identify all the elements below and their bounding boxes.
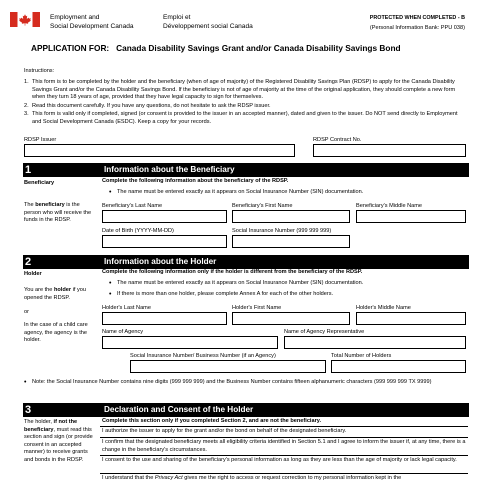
side-text-bold: holder [53, 287, 72, 293]
holder-sin-bn-field[interactable] [130, 360, 326, 373]
beneficiary-sin-field[interactable] [232, 235, 350, 248]
beneficiary-middle-name-field[interactable] [356, 210, 466, 223]
section-1-number: 1 [23, 163, 101, 177]
protected-label: PROTECTED WHEN COMPLETED - B [369, 15, 465, 21]
beneficiary-sin-label: Social Insurance Number (999 999 999) [232, 228, 332, 234]
side-text-bold: beneficiary [35, 202, 65, 208]
holder-sin-bn-label: Social Insurance Number/ Business Number (if an Agency) [130, 353, 276, 359]
instruction-number: 2. [24, 102, 29, 109]
side-text-bold: if not the beneficiary [24, 419, 78, 433]
agency-name-field[interactable] [102, 336, 278, 349]
instruction-item [24, 103, 464, 111]
department-fr-line1: Emploi et [163, 14, 191, 21]
divider [100, 437, 468, 438]
canada-flag-icon [10, 12, 40, 27]
section-1-title: Information about the Beneficiary [104, 165, 235, 174]
beneficiary-dob-label: Date of Birth (YYYY-MM-DD) [102, 228, 174, 234]
beneficiary-middle-name-label: Beneficiary's Middle Name [356, 203, 423, 209]
department-name-en [50, 13, 134, 31]
section-2-side-title: Holder [24, 271, 42, 277]
agency-name-label: Name of Agency [102, 329, 144, 335]
section-2-title: Information about the Holder [104, 257, 217, 266]
section-3-header [23, 403, 469, 417]
beneficiary-dob-field[interactable] [102, 235, 227, 248]
section-2-bullet-2: • If there is more than one holder, please complete Annex A for each of the other holders. [117, 291, 333, 299]
section-2-side-text1 [24, 287, 96, 302]
p4-post: gives me the right to access or request correction to my personal information kept in the [182, 475, 402, 481]
divider [100, 426, 468, 427]
section-3-number: 3 [23, 403, 101, 417]
agency-rep-label: Name of Agency Representative [284, 329, 365, 335]
section-1-side-title: Beneficiary [24, 180, 55, 186]
holder-last-name-label: Holder's Last Name [102, 305, 151, 311]
holder-last-name-field[interactable] [102, 312, 227, 325]
instruction-text: This form is to be completed by the holder and the beneficiary (when of age of majority) of the Registered Disability Savings Plan (RDSP) to apply for the Canada Disability Savings Grant and/or the Canada Disability Savings Bond. If the beneficiary is not of age of majority at the time of the original application, they should complete a new form when they turn 18 years of age, provided that they have legal capacity to sign for themselves. [32, 79, 456, 100]
application-title [31, 43, 401, 53]
instruction-text: Read this document carefully. If you have any questions, do not hesitate to ask the RDSP issuer. [32, 102, 271, 109]
rdsp-contract-label: RDSP Contract No. [313, 137, 362, 143]
section-3-p3: I consent to the use and sharing of the beneficiary's personal information as long as they are less than the age of majority or lack legal capacity. [102, 457, 457, 463]
instruction-item [24, 111, 464, 126]
side-text-pre: The holder, [24, 419, 54, 425]
beneficiary-first-name-label: Beneficiary's First Name [232, 203, 293, 209]
section-3-p2: I confirm that the designated beneficiary meets all eligibility criteria identified in Section 5.1 and I agree to inform the issuer if, at any time, there is a change in the beneficiary's circumstances. [102, 439, 466, 453]
side-text-post: if you opened the RDSP. [24, 287, 86, 301]
section-3-p1: I authorize the issuer to apply for the grant and/or the bond on behalf of the designated beneficiary. [102, 428, 347, 434]
application-program: Canada Disability Savings Grant and/or Canada Disability Savings Bond [116, 43, 401, 53]
department-name-fr [163, 13, 253, 31]
section-3-lead: Complete this section only if you completed Section 2, and are not the beneficiary. [102, 418, 322, 424]
info-bank-label: (Personal Information Bank: PPU 038) [369, 25, 465, 31]
divider [100, 473, 468, 474]
instruction-number: 3. [24, 111, 29, 117]
total-holders-label: Total Number of Holders [331, 353, 392, 359]
beneficiary-last-name-label: Beneficiary's Last Name [102, 203, 163, 209]
instructions-heading: Instructions: [24, 68, 55, 74]
side-text-post: , must read this section and sign (or provide consent in an accepted manner) to receive grants and bonds in the RDSP. [24, 426, 93, 463]
beneficiary-first-name-field[interactable] [232, 210, 350, 223]
section-2-lead: Complete the following information only if the holder is different from the beneficiary of the RDSP. [102, 269, 363, 275]
application-prefix: APPLICATION FOR: [31, 43, 110, 53]
section-2-header [23, 255, 469, 269]
side-text-post: is the person who will receive the funds in the RDSP. [24, 202, 92, 223]
instruction-text: This form is valid only if completed, signed (or consent is provided to the issuer in an accepted manner), dated and given to the issuer. Do NOT send directly to Employment and Social Development Canada (ESDC). Keep a copy for your records. [32, 111, 458, 125]
section-3-p4 [102, 475, 468, 483]
agency-rep-field[interactable] [284, 336, 466, 349]
holder-first-name-field[interactable] [232, 312, 350, 325]
section-1-lead: Complete the following information about the beneficiary of the RDSP. [102, 178, 289, 184]
instruction-number: 1. [24, 79, 29, 85]
section-2-note: • Note: the Social Insurance Number contains nine digits (999 999 999) and the Business Number contains fifteen alphanumeric characters (999 999 999 TX 9999) [32, 379, 462, 387]
section-3-side-text [24, 419, 96, 464]
section-2-side-or: or [24, 309, 29, 315]
p4-pre: I understand that the [102, 475, 155, 481]
p4-italic: Privacy Act [154, 475, 183, 481]
department-en-line2: Social Development Canada [50, 23, 134, 30]
holder-middle-name-label: Holder's Middle Name [356, 305, 411, 311]
section-1-bullet: • The name must be entered exactly as it appears on Social Insurance Number (SIN) documentation. [117, 189, 363, 197]
section-2-bullet-1: • The name must be entered exactly as it appears on Social Insurance Number (SIN) documentation. [117, 280, 363, 288]
beneficiary-last-name-field[interactable] [102, 210, 227, 223]
instructions-list [24, 79, 464, 126]
section-1-side-text [24, 202, 96, 225]
rdsp-issuer-field[interactable] [24, 144, 295, 157]
total-holders-field[interactable] [331, 360, 466, 373]
rdsp-contract-field[interactable] [313, 144, 466, 157]
section-2-side-text2: In the case of a child care agency, the agency is the holder. [24, 322, 88, 343]
section-1-header [23, 163, 469, 177]
holder-middle-name-field[interactable] [356, 312, 466, 325]
department-fr-line2: Développement social Canada [163, 23, 253, 30]
side-text-pre: The [24, 202, 36, 208]
section-3-title: Declaration and Consent of the Holder [104, 405, 254, 414]
divider [100, 455, 468, 456]
instruction-item [24, 79, 464, 102]
side-text-pre: You are the [24, 287, 54, 293]
department-en-line1: Employment and [50, 14, 100, 21]
holder-first-name-label: Holder's First Name [232, 305, 282, 311]
rdsp-issuer-label: RDSP Issuer [24, 137, 57, 143]
section-2-number: 2 [23, 255, 101, 269]
